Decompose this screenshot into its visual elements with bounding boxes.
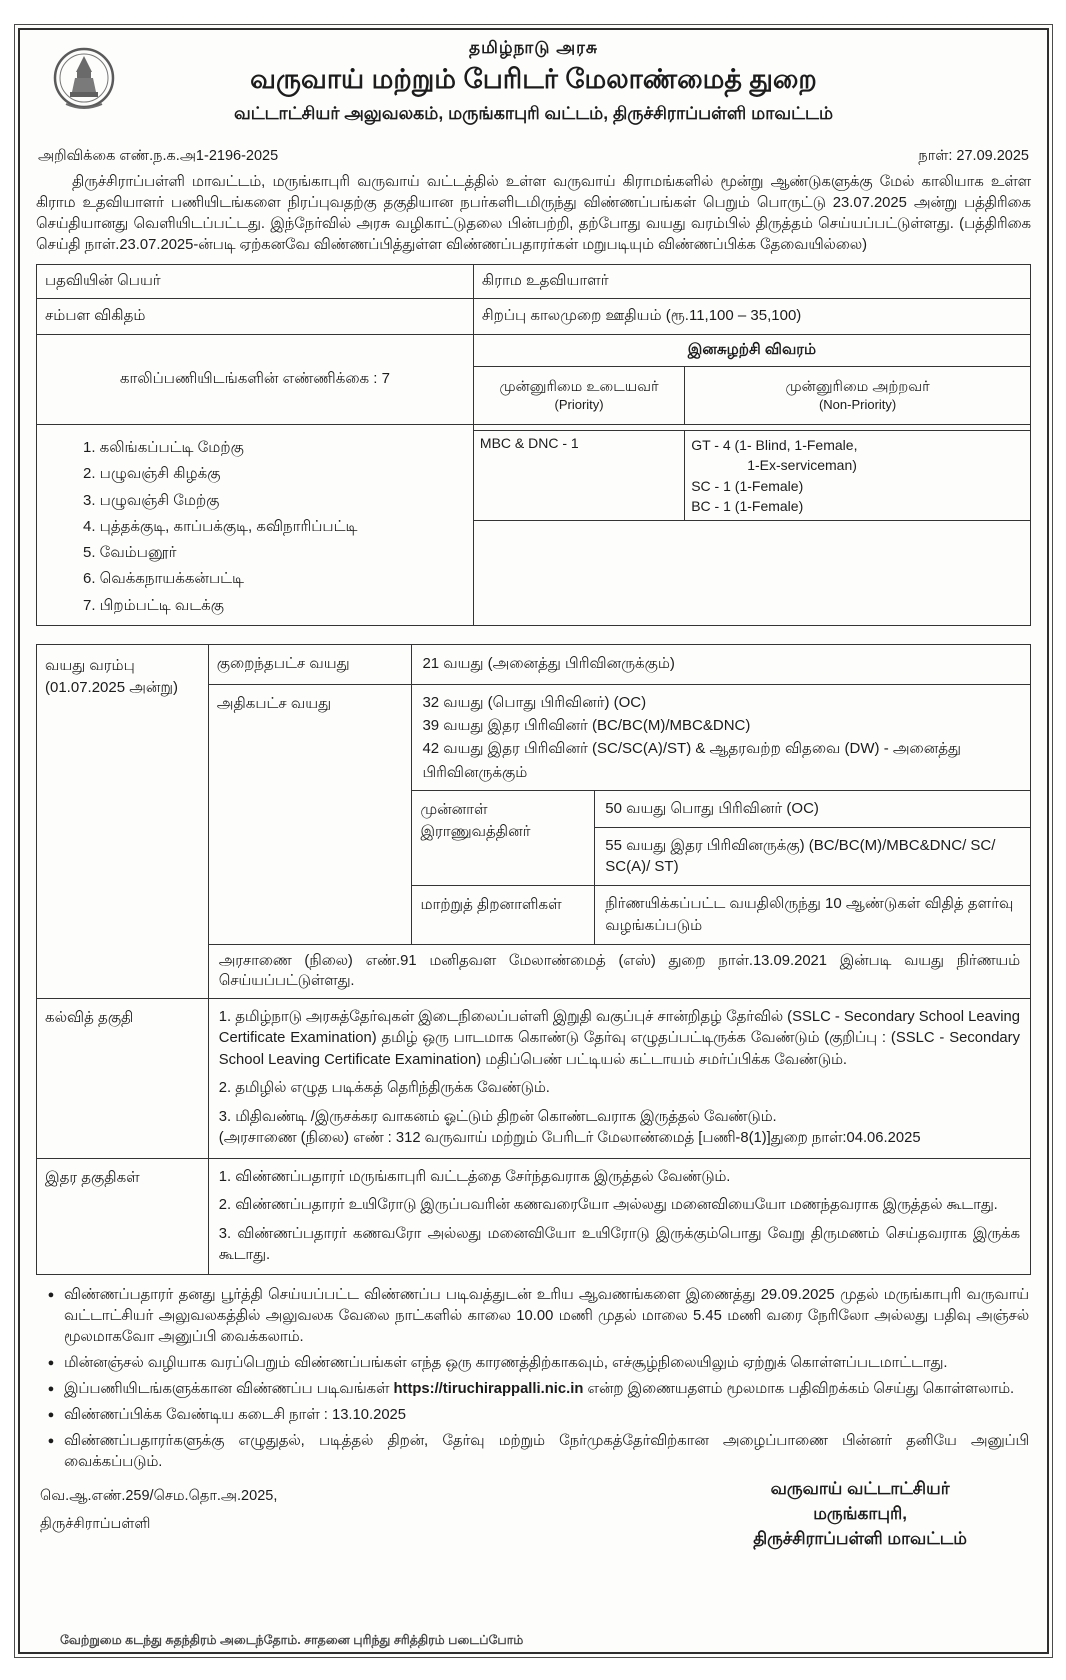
signature-block xyxy=(753,1477,967,1551)
reference-number: வெ.ஆ.எண்.259/செம.தொ.அ.2025, xyxy=(40,1488,278,1505)
nonpriority-subheader: (Non-Priority) xyxy=(818,397,897,412)
department-title: வருவாய் மற்றும் பேரிடர் மேலாண்மைத் துறை xyxy=(250,64,817,94)
education-item: 3. மிதிவண்டி /இருசக்கர வாகனம் ஓட்டும் திறன் கொண்டவராக இருத்தல் வேண்டும். xyxy=(218,1108,777,1125)
pay-scale-label: சம்பள விகிதம் xyxy=(37,299,473,335)
go-note-text: அரசாணை (நிலை) எண்.91 மனிதவள மேலாண்மைத் (எஸ்) துறை நாள்.13.09.2021 இன்படி வயது நிர்ணயம் செய்யப்பட்டுள்ளது. xyxy=(218,952,1020,990)
nonpriority-header-cell xyxy=(685,367,1030,424)
post-name-label: பதவியின் பெயர் xyxy=(37,265,473,299)
website-url: https://tiruchirappalli.nic.in xyxy=(393,1381,584,1398)
nonpriority-line: BC - 1 (1-Female) xyxy=(691,497,804,514)
instruction-text: மின்னஞ்சல் வழியாக வரப்பெறும் விண்ணப்பங்கள் எந்த ஒரு காரணத்திற்காகவும், எச்சூழ்நிலையிலும் ஏற்றுக் கொள்ளப்படமாட்டாது. xyxy=(64,1355,948,1372)
village-item: 6. வெக்கநாயக்கன்பட்டி xyxy=(83,570,244,588)
signatory-place: மருங்காபுரி, xyxy=(813,1504,907,1524)
village-item: 5. வேம்பனூர் xyxy=(83,544,177,561)
bullet-icon: ● xyxy=(47,1383,55,1396)
priority-value: MBC & DNC - 1 xyxy=(474,431,685,520)
village-item: 7. பிறம்பட்டி வடக்கு xyxy=(83,596,224,614)
ex-serviceman-oc: 50 வயது பொது பிரிவினர் (OC) xyxy=(595,791,1030,828)
header xyxy=(36,36,1031,140)
village-item: 1. கலிங்கப்பட்டி மேற்கு xyxy=(83,439,244,456)
last-date-text: விண்ணப்பிக்க வேண்டிய கடைசி நாள் : 13.10.2025 xyxy=(64,1407,407,1424)
ex-serviceman-others: 55 வயது இதர பிரிவினருக்கு) (BC/BC(M)/MBC&DNC/ SC/ SC(A)/ ST) xyxy=(605,836,996,876)
other-qualifications-label: இதர தகுதிகள் xyxy=(37,1159,209,1275)
signatory-district: திருச்சிராப்பள்ளி மாவட்டம் xyxy=(753,1528,967,1548)
office-subtitle: வட்டாட்சியர் அலுவலகம், மருங்காபுரி வட்டம், திருச்சிராப்பள்ளி மாவட்டம் xyxy=(233,103,834,123)
rotation-header-row xyxy=(474,367,1030,425)
ex-serviceman-row xyxy=(412,791,1030,886)
instruction-text: விண்ணப்பதாரர் தனது பூர்த்தி செய்யப்பட்ட விண்ணப்ப படிவத்துடன் உரிய ஆவணங்களை இணைத்து 29.09.2025 முதல் மருங்காபுரி வருவாய் வட்டாட்சியர் அலுவலகத்தில் அலுவலக வேலை நாட்களில் காலை 10.00 மணி முதல் மாலை 5.45 மணி வரை நேரிலோ அல்லது பதிவு அஞ்சல் மூலமாகவோ அனுப்பி வைக்கலாம். xyxy=(64,1287,1029,1346)
other-qualification-item: 2. விண்ணப்பதாரர் உயிரோடு இருப்பவரின் கணவரையோ அல்லது மனைவியையோ மணந்தவராக இருத்தல் கூடாது. xyxy=(218,1197,998,1214)
education-go-reference: (அரசாணை (நிலை) எண் : 312 வருவாய் மற்றும் பேரிடர் மேலாண்மைத் [பணி-8(1)]துறை நாள்:04.06.2025 xyxy=(218,1130,921,1147)
rotation-data-row xyxy=(474,430,1030,521)
page-border xyxy=(18,28,1049,1654)
ex-serviceman-label: முன்னாள் இராணுவத்தினர் xyxy=(412,791,595,885)
education-items xyxy=(209,999,1030,1158)
post-table-right-column xyxy=(474,265,1030,625)
min-age-value: 21 வயது (அனைத்து பிரிவினருக்கும்) xyxy=(422,654,675,672)
post-table-left-column xyxy=(37,265,474,625)
instruction-text-post: என்ற இணையதளம் மூலமாக பதிவிறக்கம் செய்து கொள்ளலாம். xyxy=(583,1381,1015,1398)
village-item: 2. பழுவஞ்சி கிழக்கு xyxy=(83,465,221,483)
nonpriority-values xyxy=(685,431,1030,520)
nonpriority-line: 1-Ex-serviceman) xyxy=(747,457,857,474)
instruction-item xyxy=(38,1405,1029,1426)
bullet-icon: ● xyxy=(47,1289,55,1302)
max-age-lines xyxy=(412,685,1030,791)
instruction-item xyxy=(38,1285,1029,1348)
nonpriority-line: SC - 1 (1-Female) xyxy=(691,477,804,494)
village-item: 3. பழுவஞ்சி மேற்கு xyxy=(83,491,220,509)
signatory-title: வருவாய் வட்டாட்சியர் xyxy=(770,1479,950,1499)
pay-scale-value: சிறப்பு காலமுறை ஊதியம் (ரூ.11,100 – 35,100) xyxy=(474,299,1030,335)
document-page xyxy=(14,24,1053,1658)
min-age-label: குறைந்தபட்ச வயது xyxy=(209,645,413,684)
notification-number: அறிவிக்கை எண்.ந.க.அ1-2196-2025 xyxy=(38,148,279,164)
notification-date: நாள்: 27.09.2025 xyxy=(918,148,1029,164)
vacancy-count-label: காலிப்பணியிடங்களின் எண்ணிக்கை : 7 xyxy=(37,335,473,425)
age-limit-rows xyxy=(209,645,1030,998)
rotation-title: இனசுழற்சி விவரம் xyxy=(474,335,1030,367)
government-motto: வேற்றுமை கடந்து சுதந்திரம் அடைந்தோம். சாதனை புரிந்து சரித்திரம் படைப்போம் xyxy=(60,1633,524,1647)
government-title: தமிழ்நாடு அரசு xyxy=(469,38,598,57)
reference-place: திருச்சிராப்பள்ளி xyxy=(40,1515,151,1532)
other-qualification-items xyxy=(209,1159,1030,1275)
post-name-value: கிராம உதவியாளர் xyxy=(474,265,1030,299)
instruction-text xyxy=(64,1379,1029,1400)
other-qualifications-section xyxy=(37,1158,1030,1275)
nonpriority-header: முன்னுரிமை அற்றவர் xyxy=(785,379,930,395)
pwd-value: நிர்ணயிக்கப்பட்ட வயதிலிருந்து 10 ஆண்டுகள் விதித் தளர்வு வழங்கப்படும் xyxy=(605,895,1014,934)
bullet-icon: ● xyxy=(47,1409,55,1422)
max-age-line: 42 வயது இதர பிரிவினர் (SC/SC(A)/ST) & ஆதரவற்ற விதவை (DW) - அனைத்து பிரிவினருக்கும் xyxy=(422,740,962,781)
other-qualification-item: 1. விண்ணப்பதாரர் மருங்காபுரி வட்டத்தை சேர்ந்தவராக இருத்தல் வேண்டும். xyxy=(218,1168,731,1185)
max-age-values xyxy=(412,685,1030,944)
eligibility-table xyxy=(36,644,1031,1276)
max-age-line: 32 வயது (பொது பிரிவினர்) (OC) xyxy=(422,693,647,711)
education-item: 1. தமிழ்நாடு அரசுத்தேர்வுகள் இடைநிலைப்பள்ளி இறுதி வகுப்புச் சான்றிதழ் தேர்வில் (SSLC - Secondary School Leaving Certificate Examination) தமிழ் ஒரு பாடமாக கொண்டு தேர்வு எழுதப்பட்டிருக்க வேண்டும் (குறிப்பு : (SSLC - Secondary School Leaving Certificate Examination) மதிப்பெண் பட்டியல் கட்டாயம் சமர்ப்பிக்க வேண்டும். xyxy=(218,1008,1020,1068)
village-list xyxy=(37,425,473,625)
post-details-table xyxy=(36,264,1031,626)
education-label: கல்வித் தகுதி xyxy=(37,999,209,1158)
age-limit-label: வயது வரம்பு (01.07.2025 அன்று) xyxy=(37,645,209,998)
max-age-line: 39 வயது இதர பிரிவினர் (BC/BC(M)/MBC&DNC) xyxy=(422,717,751,734)
pwd-row xyxy=(412,886,1030,944)
go-note-row xyxy=(209,944,1030,998)
min-age-row xyxy=(209,645,1030,685)
education-section xyxy=(37,998,1030,1158)
education-item: 2. தமிழில் எழுத படிக்கத் தெரிந்திருக்க வேண்டும். xyxy=(218,1080,550,1097)
instruction-item xyxy=(38,1431,1029,1473)
instructions-list xyxy=(36,1285,1031,1473)
notification-line xyxy=(36,148,1031,166)
priority-header-cell xyxy=(474,367,685,424)
priority-header: முன்னுரிமை உடையவர் xyxy=(499,379,659,395)
nonpriority-line: GT - 4 (1- Blind, 1-Female, xyxy=(691,437,858,453)
max-age-row xyxy=(209,685,1030,944)
age-limit-section xyxy=(37,645,1030,998)
priority-subheader: (Priority) xyxy=(554,397,604,412)
instruction-item xyxy=(38,1353,1029,1374)
village-item: 4. புத்தக்குடி, காப்பக்குடி, கவிநாரிப்பட்டி xyxy=(83,517,358,535)
footer xyxy=(36,1479,1031,1551)
instruction-text: விண்ணப்பதாரர்களுக்கு எழுதுதல், படித்தல் திறன், தேர்வு மற்றும் நேர்முகத்தேர்விற்கான அழைப்பாணை பின்னர் தனியே அனுப்பி வைக்கப்படும். xyxy=(64,1433,1029,1471)
max-age-label: அதிகபட்ச வயது xyxy=(209,685,413,944)
empty-cell xyxy=(474,521,1030,625)
footer-reference xyxy=(40,1483,277,1551)
instruction-text-pre: இப்பணியிடங்களுக்கான விண்ணப்ப படிவங்கள் xyxy=(64,1381,394,1398)
bullet-icon: ● xyxy=(47,1357,55,1370)
other-qualification-item: 3. விண்ணப்பதாரர் கணவரோ அல்லது மனைவியோ உயிரோடு இருக்கும்பொது வேறு திருமணம் செய்தவராக இருக்க கூடாது. xyxy=(218,1225,1020,1263)
intro-paragraph: திருச்சிராப்பள்ளி மாவட்டம், மருங்காபுரி வருவாய் வட்டத்தில் உள்ள வருவாய் கிராமங்களில் மூன்று ஆண்டுகளுக்கு மேல் காலியாக உள்ள கிராம உதவியாளர் பணியிடங்களை நிரப்புவதற்கு தகுதியான நபர்களிடமிருந்து விண்ணப்பங்கள் பெறும் பொருட்டு 23.07.2025 அன்று பத்திரிகை செய்தியானது வெளியிடப்பட்டது. இந்நேர்வில் அரசு வழிகாட்டுதலை பின்பற்றி, தற்போது வயது வரம்பில் திருத்தம் செய்யப்பட்டுள்ளது. (பத்திரிகை செய்தி நாள்.23.07.2025-ன்படி ஏற்கனவே விண்ணப்பித்துள்ள விண்ணப்பதாரர்கள் மறுபடியும் விண்ணப்பிக்க தேவையில்லை) xyxy=(36,174,1031,253)
instruction-item xyxy=(38,1379,1029,1400)
bullet-icon: ● xyxy=(47,1435,55,1448)
pwd-label: மாற்றுத் திறனாளிகள் xyxy=(412,886,595,944)
tamil-nadu-emblem-icon xyxy=(52,42,116,128)
ex-serviceman-values xyxy=(595,791,1030,885)
